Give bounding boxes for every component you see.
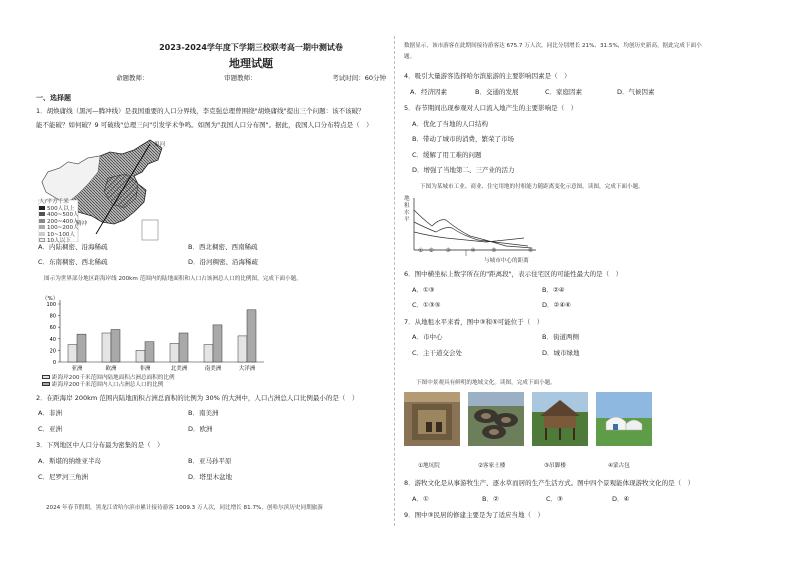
question-1-line-2: 能不能破？如何破？9 可破线"总理三问"引发学术争鸣。如图为"我国人口分布图"。据此，我国人口分布特点是（ ）: [36, 121, 373, 129]
question-9: 9．图中③民居的修建主要是为了适应当地（ ）: [404, 511, 544, 519]
x-tick-label: 亚洲: [71, 366, 83, 372]
q3-option-d[interactable]: D．塔里木盆地: [188, 473, 233, 481]
column-divider: [394, 36, 395, 526]
caption-2: ②客家土楼: [478, 463, 506, 469]
map-label-heihe: 黑河: [154, 142, 166, 148]
question-8-options: [412, 494, 629, 503]
q1-option-c[interactable]: C．东南稠密、西北稀疏: [38, 258, 108, 266]
question-7-options-row-1: [412, 332, 579, 341]
subject-title: 地理试题: [229, 57, 273, 70]
q3-option-c[interactable]: C．尼罗河三角洲: [38, 473, 89, 481]
photo-stilt-house: [532, 392, 588, 446]
question-5: 5．春节期间出现参观对人口流入地产生的主要影响是（ ）: [404, 104, 578, 112]
exam-title: 2023-2024学年度下学期三校联考高一期中测试卷: [159, 43, 343, 52]
question-1-options-row-1: [38, 242, 257, 251]
y-tick-label: 60: [49, 325, 56, 332]
bar-欧洲-series-2: [111, 330, 120, 362]
bar-南美洲-series-2: [213, 325, 222, 362]
question-6: 6．图中横坐标上数字所在的"距离段"，表示住宅区的可能性最大的是（ ）: [404, 270, 623, 278]
q2-option-a[interactable]: A．非洲: [38, 409, 62, 417]
q4-option-a[interactable]: A．经济因素: [410, 88, 447, 96]
q1-option-b[interactable]: B．西北稠密、西南稀疏: [188, 243, 258, 251]
question-8: 8．游牧文化是从事游牧生产、逐水草而居的生产生活方式。图中四个景观能体现游牧文化的是（ ）: [404, 479, 695, 487]
map-legend: [39, 199, 79, 245]
photo-yurt: [596, 392, 652, 446]
q3-option-b[interactable]: B．亚马孙平原: [188, 457, 232, 465]
q2-option-b[interactable]: B．南美洲: [188, 409, 219, 417]
question-6-options-row-1: [412, 285, 565, 294]
q3-option-a[interactable]: A．斯堪的纳维亚半岛: [38, 457, 101, 465]
x-tick-label: 大洋洲: [238, 366, 256, 372]
question-2-options-row-1: [38, 408, 218, 417]
bar-北美洲-series-2: [179, 333, 188, 362]
legend-item: 10~100人: [39, 232, 79, 239]
tick-5: ⑤: [491, 248, 497, 254]
q6-option-a[interactable]: A．①③: [412, 286, 435, 294]
section-heading: 一、选择题: [36, 94, 71, 102]
bar-非洲-series-2: [145, 342, 154, 362]
question-3-options-row-1: [38, 456, 231, 465]
photo-tulou: [468, 392, 524, 446]
q6-option-d[interactable]: D．②④⑥: [542, 301, 571, 309]
q7-option-a[interactable]: A．市中心: [412, 333, 443, 341]
q5-option-c[interactable]: C．缓解了用工难的问题: [412, 151, 482, 159]
q5-option-a[interactable]: A．优化了当地的人口结构: [412, 120, 488, 128]
q1-option-d[interactable]: D．沿河稠密、沿海稀疏: [188, 258, 259, 266]
x-tick-label: 非洲: [139, 366, 151, 372]
intro-questions-6-7: 下图为某城市工业、商业、住宅用地的付租能力随距离变化示意图。读图，完成下面小题。: [420, 184, 644, 190]
legend-title: 人/平方千米: [39, 199, 69, 205]
legend-item: 400~500人: [39, 212, 79, 219]
y-tick-label: 20: [49, 348, 56, 355]
tick-4: ④: [470, 248, 476, 254]
q4-option-b[interactable]: B．交通的发展: [475, 88, 519, 96]
question-3-options-row-2: [38, 472, 232, 481]
question-2: 2．在距海岸 200km 范围内陆地面积占洲总面积的比例为 30% 的大洲中，人口占洲总人口比例最小的是（ ）: [36, 394, 359, 402]
tick-1: ①: [418, 248, 424, 254]
q5-option-d[interactable]: D．增强了当地第二、三产业的活力: [412, 166, 515, 174]
exam-meta: [116, 73, 386, 82]
line-chart-x-label: 与城市中心的距离: [484, 258, 529, 264]
y-tick-label: 100: [46, 302, 56, 308]
time-field: 考试时间：60分钟: [332, 74, 386, 82]
bar-北美洲-series-1: [170, 343, 179, 362]
bar-南美洲-series-1: [204, 345, 213, 362]
q8-option-d[interactable]: D．④: [612, 495, 630, 503]
line-chart-y-label: 地租水平: [404, 196, 410, 223]
q4-option-d[interactable]: D．气候因素: [617, 88, 655, 96]
bar-非洲-series-1: [136, 350, 145, 362]
q7-option-d[interactable]: D．城市绿地: [542, 349, 580, 357]
legend-item: 10人以下: [39, 238, 79, 245]
intro-questions-4-5: 2024 年春节假期，黑龙江省哈尔滨市累计接待游客 1009.3 万人次，同比增长 81.7%，创哈尔滨历史同期旅游: [46, 505, 323, 511]
caption-4: ④蒙古包: [608, 463, 630, 469]
question-4-options: [410, 87, 655, 96]
intro-questions-8-9: 下图中景观具有鲜明的地域文化。读图，完成下面小题。: [416, 380, 556, 386]
tick-3: ③: [445, 248, 451, 254]
question-7-options-row-2: [412, 348, 580, 357]
bar-亚洲-series-1: [68, 345, 77, 362]
legend-series-1: 距海岸200千米范围内陆地面积占洲总面积的比例: [42, 375, 175, 382]
intro-continuation-2: 题。: [404, 54, 416, 60]
question-2-options-row-2: [38, 424, 213, 433]
y-tick-label: 80: [49, 313, 56, 320]
author-field: 命题教师：: [116, 74, 149, 82]
tick-6: ⑥: [527, 248, 533, 254]
y-tick-label: 0: [52, 360, 56, 366]
legend-series-2: 距海岸200千米范围内人口占洲总人口的比例: [42, 382, 175, 389]
intro-questions-2-3: 图示为世界部分地区距海岸线 200km 范围内的陆地面积和人口占该洲总人口的比例图，完成下面小题。: [44, 276, 302, 282]
bar-大洋洲-series-1: [238, 336, 247, 362]
photo-cave-courtyard: [404, 392, 460, 446]
q8-option-a[interactable]: A．①: [412, 495, 429, 503]
tick-2: ②: [428, 248, 434, 254]
q7-option-b[interactable]: B．街道两侧: [542, 333, 579, 341]
q6-option-b[interactable]: B．②④: [542, 286, 565, 294]
legend-item: 100~200人: [39, 225, 79, 232]
x-tick-label: 欧洲: [105, 366, 117, 372]
question-6-options-row-2: [412, 300, 571, 309]
intro-continuation: 数据显示，该市游客在此期间接待游客达 675.7 万人次，同比分别增长 21%、31.5%，均创历史新高。据此完成下面小: [404, 43, 702, 49]
legend-item: 500人以上: [39, 206, 79, 213]
q8-option-c[interactable]: C．③: [546, 495, 563, 503]
q2-option-c[interactable]: C．亚洲: [38, 425, 63, 433]
question-1-line-1: 1．胡焕庸线（黑河—腾冲线）是我国重要的人口分界线，李克强总理曾围绕"胡焕庸线"提出三个问题：该不该破？: [36, 107, 365, 115]
caption-1: ①地坑院: [418, 463, 440, 469]
question-1-options-row-2: [38, 257, 258, 266]
bar-亚洲-series-2: [77, 334, 86, 362]
bar-chart-legend: [42, 375, 175, 389]
line-chart-ticks: [418, 246, 533, 256]
q7-option-c[interactable]: C．主干道交会处: [412, 349, 463, 357]
legend-item: 200~400人: [39, 219, 79, 226]
bar-欧洲-series-1: [102, 333, 111, 362]
y-tick-label: 40: [49, 336, 56, 343]
caption-3: ③吊脚楼: [544, 463, 566, 469]
q1-option-a[interactable]: A．内陆稠密、沿海稀疏: [38, 243, 108, 251]
y-axis-label: （%）: [42, 296, 59, 302]
question-3: 3．下列地区中人口分布最为密集的是（ ）: [36, 441, 164, 449]
question-7: 7．从地租水平来看，图中③和⑤可能位于（ ）: [404, 318, 544, 326]
q5-option-b[interactable]: B．带动了城市的消费，繁荣了市场: [412, 135, 514, 143]
q4-option-c[interactable]: C．家庭因素: [545, 88, 583, 96]
x-tick-label: 南美洲: [204, 366, 222, 372]
map-label-tengchong: 腾冲: [76, 221, 88, 227]
reviewer-field: 审题教师：: [224, 74, 257, 82]
bar-大洋洲-series-2: [247, 310, 256, 362]
question-4: 4．吸引大量游客选择哈尔滨旅游的主要影响因素是（ ）: [404, 72, 571, 80]
x-tick-label: 北美洲: [170, 366, 188, 372]
q6-option-c[interactable]: C．①③⑤: [412, 301, 441, 309]
q8-option-b[interactable]: B．②: [482, 495, 499, 503]
q2-option-d[interactable]: D．欧洲: [188, 425, 213, 433]
